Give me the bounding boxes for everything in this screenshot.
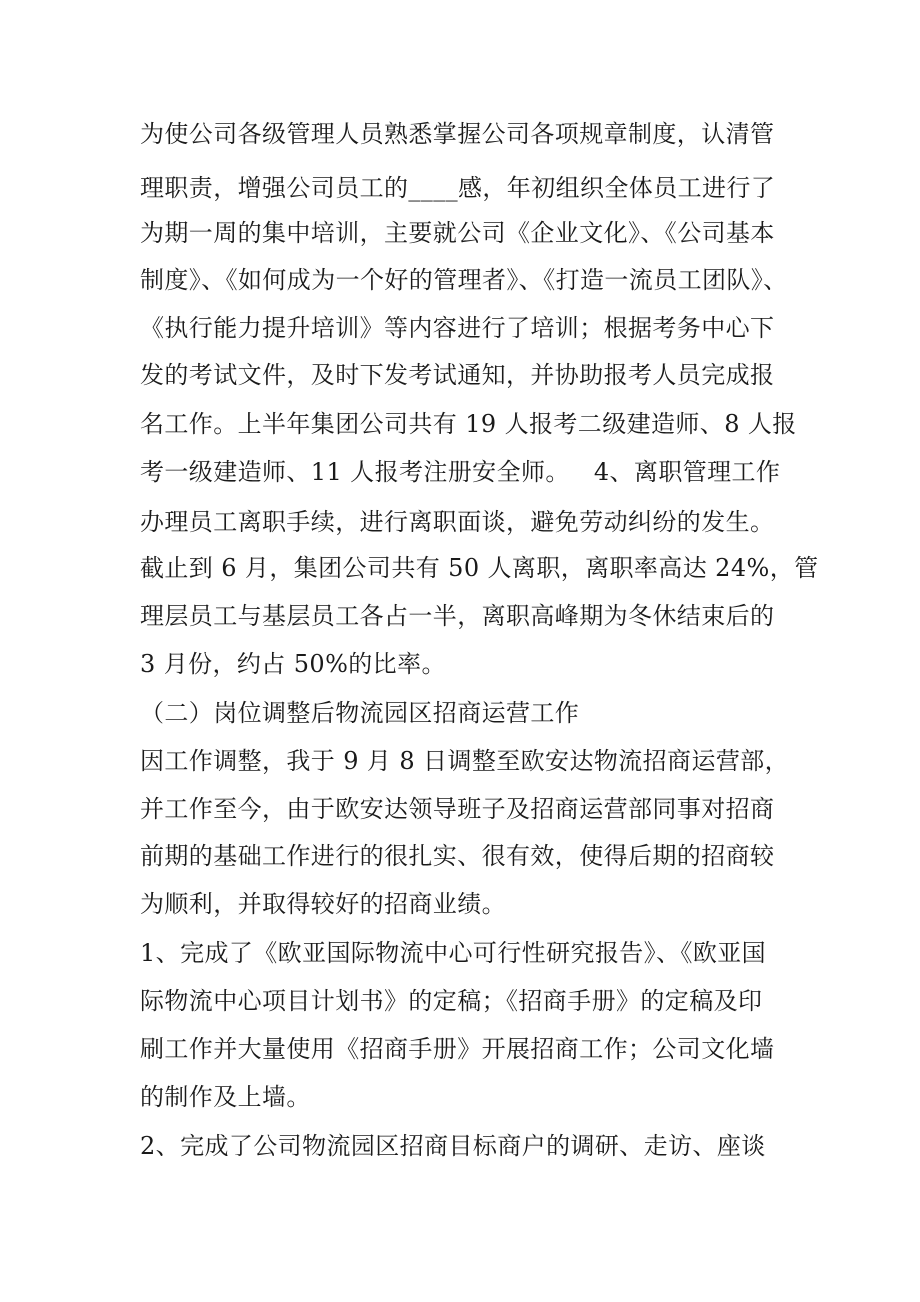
text-line: 《执行能力提升培训》等内容进行了培训；根据考务中心下 [140,314,775,342]
text-line: 名工作。上半年集团公司共有 19 人报考二级建造师、8 人报 [140,410,797,438]
text-line: 截止到 6 月，集团公司共有 50 人离职，离职率高达 24%，管 [140,554,819,582]
text-line: 制度》、《如何成为一个好的管理者》、《打造一流员工团队》、 [140,266,788,294]
text-line: 发的考试文件，及时下发考试通知，并协助报考人员完成报 [140,361,775,389]
section-heading: （二）岗位调整后物流园区招商运营工作 [140,699,580,727]
text-line: 际物流中心项目计划书》的定稿；《招商手册》的定稿及印 [140,987,763,1015]
text-line: 理层员工与基层员工各占一半，离职高峰期为冬休结束后的 [140,602,775,630]
text-line: 为使公司各级管理人员熟悉掌握公司各项规章制度，认清管 [140,120,775,148]
text-line: 理职责，增强公司员工的____感，年初组织全体员工进行了 [140,174,776,202]
text-line: 前期的基础工作进行的很扎实、很有效，使得后期的招商较 [140,842,775,870]
text-line: 为顺利，并取得较好的招商业绩。 [140,890,506,918]
text-line: 的制作及上墙。 [140,1083,311,1111]
text-line: 为期一周的集中培训，主要就公司《企业文化》、《公司基本 [140,219,775,247]
text-line: 考一级建造师、11 人报考注册安全师。 4、离职管理工作 [140,458,781,486]
text-line: 3 月份，约占 50%的比率。 [140,650,446,678]
text-line: 2、完成了公司物流园区招商目标商户的调研、走访、座谈 [140,1132,766,1160]
text-line: 刷工作并大量使用《招商手册》开展招商工作；公司文化墙 [140,1035,775,1063]
text-line: 办理员工离职手续，进行离职面谈，避免劳动纠纷的发生。 [140,508,775,536]
text-line: 因工作调整，我于 9 月 8 日调整至欧安达物流招商运营部， [140,747,790,775]
text-line: 并工作至今，由于欧安达领导班子及招商运营部同事对招商 [140,795,775,823]
text-line: 1、完成了《欧亚国际物流中心可行性研究报告》、《欧亚国 [140,939,767,967]
